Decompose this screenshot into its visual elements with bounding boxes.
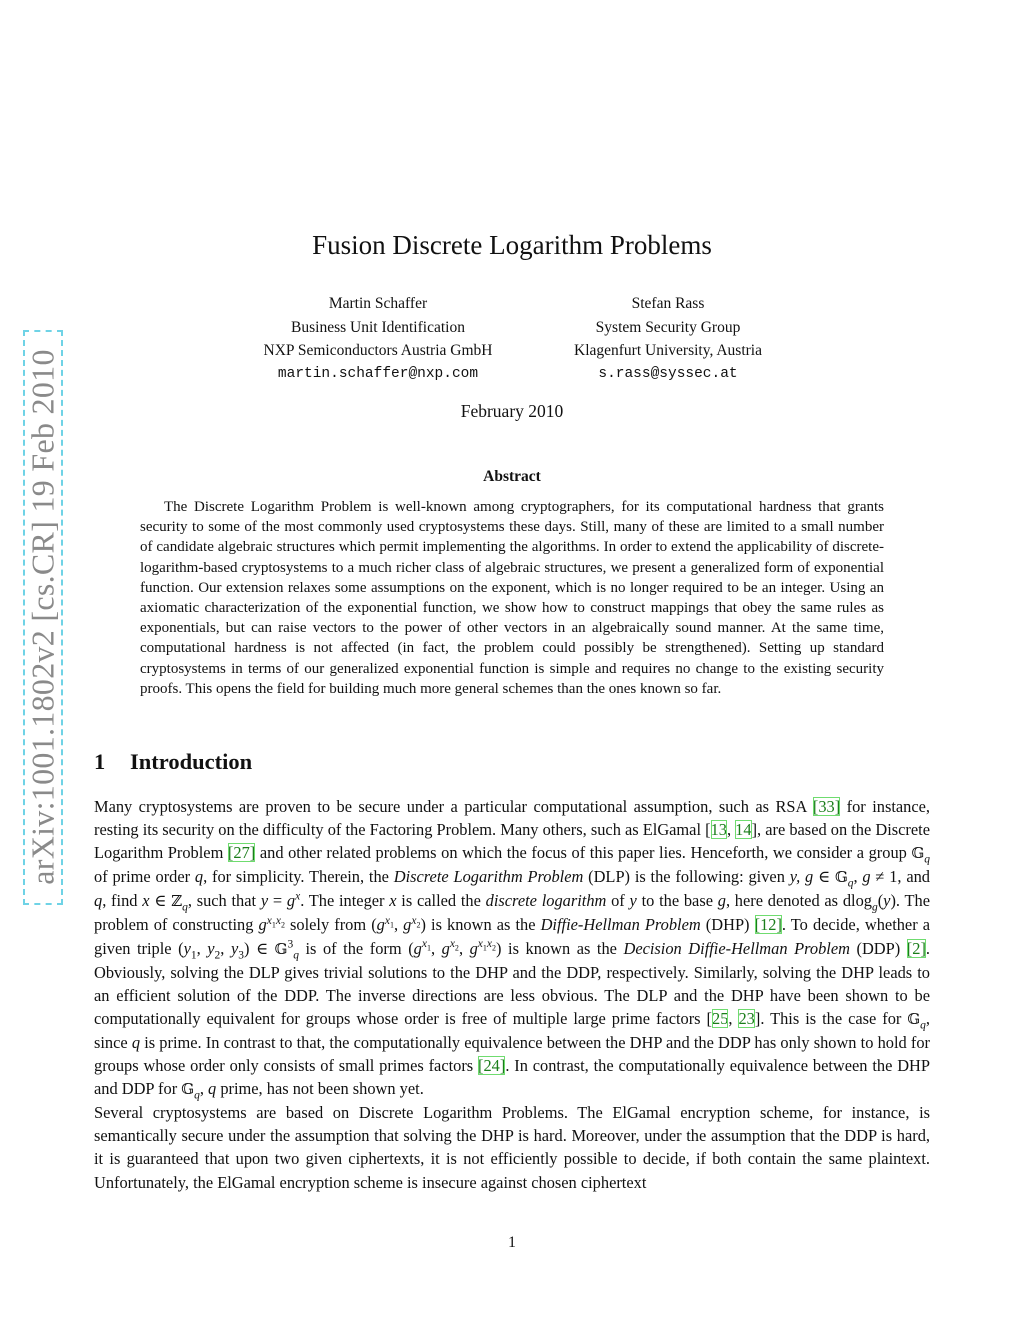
citation-link[interactable]: 14 [735, 820, 752, 840]
citation-link[interactable]: [33] [812, 797, 841, 816]
intro-paragraph-1: Many cryptosystems are proven to be secure under a particular computational assumption, such as RSA [33] for instance, resting its security on the difficulty of the Factoring Problem. Many others, such as ElGamal [13, 14], are based on the Discrete Logarithm Problem [27] and other related problems on which the focus of this paper lies. Henceforth, we consider a group 𝔾$_q$ of prime order q, for simplicity. Therein, the Discrete Logarithm Problem (DLP) is the following: given y, g ∈ 𝔾$_q$, g ≠ 1, and q, find x ∈ ℤ$_q$, such that $y = g^x$. The integer x is called the discrete logarithm of y to the base g, here denoted as dlog$_g$(y). The problem of constructing $g^{x_1x_2}$ solely from ($g^{x_1}$, $g^{x_2}$) is known as the Diffie-Hellman Problem (DHP) [12]. To decide, whether a given triple ($y_1$, $y_2$, $y_3$) ∈ 𝔾$^3_q$ is of the form ($g^{x_1}$, $g^{x_2}$, $g^{x_1x_2}$) is known as the Decision Diffie-Hellman Problem (DDP) [2]. Obviously, solving the DLP gives trivial solutions to the DHP and the DDP, respectively. Similarly, solving the DHP leads to an efficient solution of the DDP. The inverse directions are less obvious. The DLP and the DHP have been shown to be computationally equivalent for groups whose order is free of multiple large prime factors [25, 23]. This is the case for 𝔾$_q$, since q is prime. In contrast to that, the computationally equivalence between the DHP and the DDP has only shown to hold for groups whose order only consists of small primes factors [24]. In contrast, the computationally equivalence between the DHP and DDP for 𝔾$_q$, q prime, has not been shown yet. [94, 797, 931, 1102]
arxiv-identifier[interactable]: arXiv:1001.1802v2 [cs.CR] 19 Feb 2010 [24, 349, 61, 885]
citation-link[interactable]: 13 [710, 820, 727, 840]
citation-link[interactable]: [24] [478, 1056, 506, 1076]
author-unit: System Security Group [595, 318, 741, 336]
intro-body [94, 795, 930, 1194]
intro-paragraph-2: Several cryptosystems are based on Discrete Logarithm Problems. The ElGamal encryption scheme, for instance, is semantically secure under the assumption that solving the DHP is hard. Moreover, under the assumption that the DDP is hard, it is guaranteed that upon two given ciphertexts, it is not efficiently possible to decide, if both contain the same plaintext. Unfortunately, the ElGamal encryption scheme is insecure against chosen ciphertext [94, 1103, 930, 1192]
citation-link[interactable]: [27] [227, 843, 256, 863]
author-email[interactable]: s.rass@syssec.at [598, 365, 738, 382]
citation-link[interactable]: [2] [906, 938, 926, 958]
abstract-text: The Discrete Logarithm Problem is well-known among cryptographers, for its computational hardness that grants security to some of the most commonly used cryptosystems these days. Still, many of these are limited to a small number of candidate algebraic structures which permit implementing the algorithms. In order to extend the applicability of discrete-logarithm-based cryptosystems to a much richer class of algebraic structures, we present a generalized form of exponential function. Our extension relaxes some assumptions on the exponent, which is no longer required to be an integer. Using an axiomatic characterization of the exponential function, we show how to construct mappings that obey the same rules as exponentials, but can raise vectors to the power of other vectors in an algebraically sound manner. At the same time, computational hardness is not affected (in fact, the problem could possibly be strengthened). Setting up standard cryptosystems in terms of our generalized exponential function is simple and requires no change to the existing security proofs. This opens the field for building much more general schemes than the ones known so far. [140, 499, 884, 697]
citation-link[interactable]: 25 [712, 1008, 729, 1028]
publication-date: February 2010 [460, 401, 564, 421]
author-org: Klagenfurt University, Austria [574, 342, 762, 359]
author-unit: Business Unit Identification [291, 318, 465, 336]
abstract-heading: Abstract [483, 468, 541, 485]
author-name: Stefan Rass [631, 295, 705, 312]
author-block-1 [228, 292, 528, 386]
section-number: 1 [94, 749, 106, 774]
section-title: Introduction [130, 749, 253, 774]
author-org: NXP Semiconductors Austria GmbH [263, 342, 493, 359]
paper-title: Fusion Discrete Logarithm Problems [312, 230, 712, 260]
citation-link[interactable]: [12] [754, 915, 782, 935]
author-name: Martin Schaffer [328, 295, 428, 312]
author-block-2 [518, 292, 818, 386]
citation-link[interactable]: 23 [738, 1008, 755, 1028]
author-email[interactable]: martin.schaffer@nxp.com [277, 365, 479, 382]
section-heading [94, 749, 252, 775]
page-number: 1 [508, 1234, 516, 1251]
